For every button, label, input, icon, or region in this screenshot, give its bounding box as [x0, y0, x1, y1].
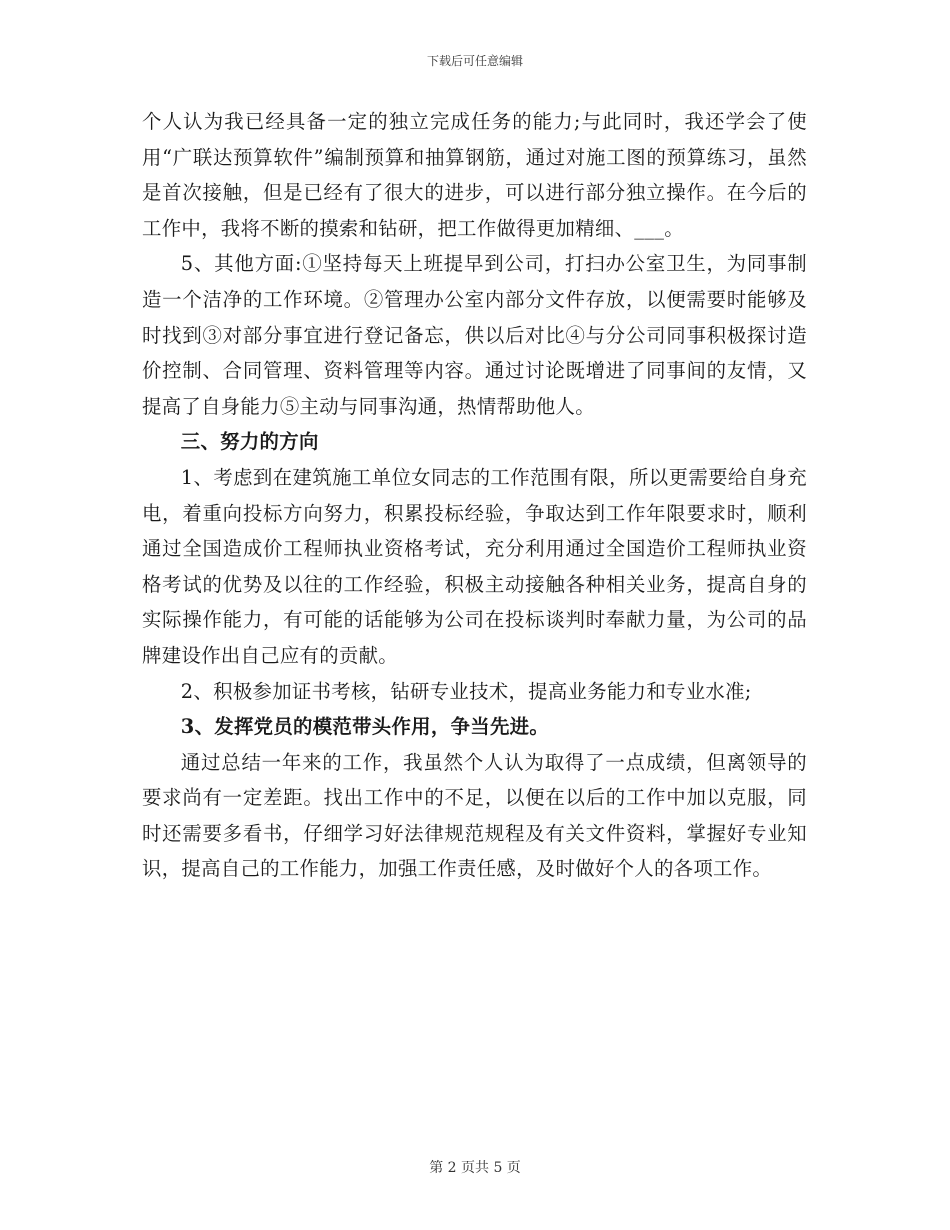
paragraph-summary: 通过总结一年来的工作，我虽然个人认为取得了一点成绩，但离领导的要求尚有一定差距。找出工作中的不足，以便在以后的工作中加以克服，同时还需要多看书，仔细学习好法律规范规程及有关文件资料，掌握好专业知识，提高自己的工作能力，加强工作责任感，及时做好个人的各项工作。: [142, 750, 807, 881]
page-footer: 第 2 页共 5 页: [429, 1160, 521, 1176]
paragraph-item-1: 1、考虑到在建筑施工单位女同志的工作范围有限，所以更需要给自身充电，着重向投标方向努力，积累投标经验，争取达到工作年限要求时，顺利通过全国造成价工程师执业资格考试，充分利用通过全国造价工程师执业资格考试的优势及以往的工作经验，积极主动接触各种相关业务，提高自身的实际操作能力，有可能的话能够为公司在投标谈判时奉献力量，为公司的品牌建设作出自己应有的贡献。: [142, 465, 807, 667]
page-header: 下载后可任意编辑: [426, 54, 523, 68]
section-heading: 三、努力的方向: [180, 430, 319, 454]
paragraph-continuation: 个人认为我已经具备一定的独立完成任务的能力;与此同时，我还学会了使用“广联达预算软件”编制预算和抽算钢筋，通过对施工图的预算练习，虽然是首次接触，但是已经有了很大的进步，可以进行部分独立操作。在今后的工作中，我将不断的摸索和钻研，把工作做得更加精细、___。: [142, 110, 807, 240]
paragraph-item-2: 2、积极参加证书考核，钻研专业技术，提高业务能力和专业水准;: [180, 679, 752, 703]
document-body: [142, 104, 807, 887]
paragraph-item-3: 3、发挥党员的模范带头作用，争当先进。: [180, 715, 550, 739]
paragraph-item-5: 5、其他方面:①坚持每天上班提早到公司，打扫办公室卫生，为同事制造一个洁净的工作环境。②管理办公室内部分文件存放，以便需要时能够及时找到③对部分事宜进行登记备忘，供以后对比④与分公司同事积极探讨造价控制、合同管理、资料管理等内容。通过讨论既增进了同事间的友情，又提高了自身能力⑤主动与同事沟通，热情帮助他人。: [142, 252, 807, 418]
